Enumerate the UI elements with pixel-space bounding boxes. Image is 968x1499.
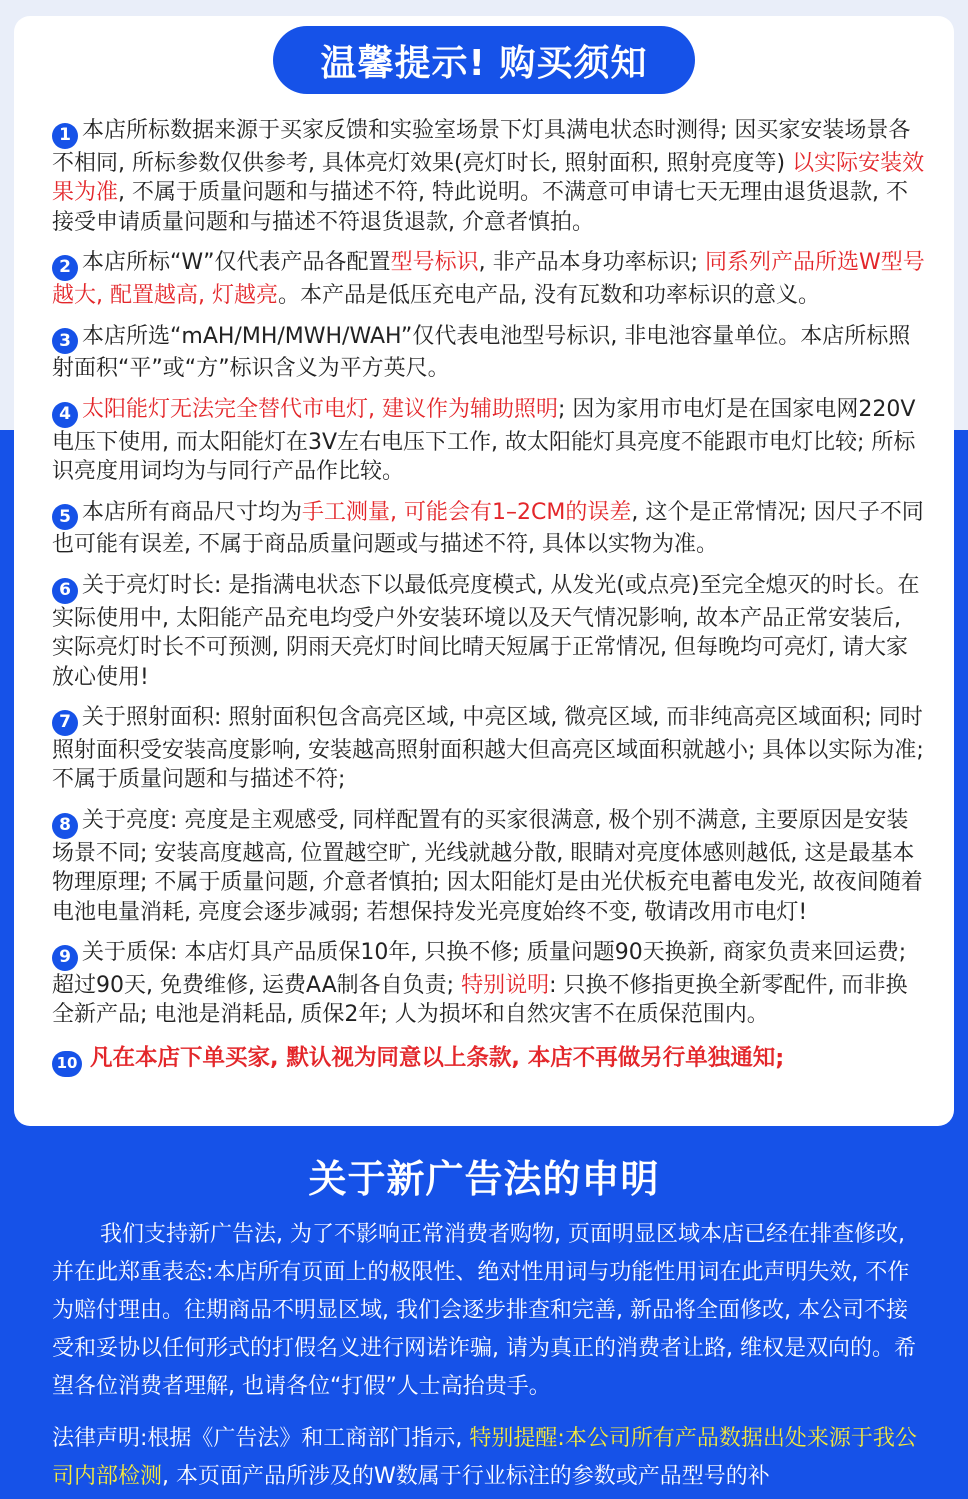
item-text-highlight: 特别说明 [461, 972, 550, 998]
notice-item [52, 1044, 926, 1077]
ad-law-body [52, 1216, 922, 1406]
item-number-badge: 2 [52, 255, 78, 281]
item-text-highlight: 手工测量, 可能会有1–2CM的误差 [302, 499, 632, 525]
item-text: 关于质保: 本店灯具产品质保10年, 只换不修; 质量问题90天换新, 商家负责来回运费; 超过90天, 免费维修, 运费AA制各自负责; [52, 940, 907, 998]
ad-law-title: 关于新广告法的申明 [308, 1157, 660, 1201]
item-text: , 非产品本身功率标识; [478, 250, 705, 276]
item-text-highlight: 以实际安装效果为准 [52, 150, 925, 206]
notice-list [52, 116, 926, 1088]
item-text: 本店所选“mAH/MH/MWH/WAH”仅代表电池型号标识, 非电池容量单位。本店所标照射面积“平”或“方”标识含义为平方英尺。 [52, 323, 911, 382]
item-text: 关于照射面积: 照射面积包含高亮区域, 中亮区域, 微亮区域, 而非纯高亮区域面积; 同时照射面积受安装高度影响, 安装越高照射面积越大但高亮区域面积就越小; 具体以实际为准; 不属于质量问题和与描述不符; [52, 705, 924, 793]
item-text: 。本产品是低压充电产品, 没有瓦数和功率标识的意义。 [277, 283, 820, 308]
notice-item [52, 116, 926, 237]
notice-item [52, 498, 926, 560]
item-text: 关于亮度: 亮度是主观感受, 同样配置有的买家很满意, 极个别不满意, 主要原因是安装场景不同; 安装高度越高, 位置越空旷, 光线就越分散, 眼睛对亮度体感则越低, 这是最基本物理原理; 不属于质量问题, 介意者慎拍; 因太阳能灯是由光伏板充电蓄电发光, 故夜间随着电池电量消耗, 亮度会逐步减弱; 若想保持发光亮度始终不变, 敬请改用市电灯! [52, 807, 923, 925]
item-number-badge: 1 [52, 123, 78, 149]
item-text-highlight: 型号标识 [390, 250, 479, 276]
notice-title: 温馨提示! 购买须知 [273, 26, 695, 94]
notice-item [52, 806, 926, 927]
legal-statement [52, 1420, 922, 1496]
item-text-highlight: 太阳能灯无法完全替代市电灯, 建议作为辅助照明 [82, 396, 558, 422]
legal-suffix: , 本页面产品所涉及的W数属于行业标注的参数或产品型号的补 [162, 1464, 770, 1489]
item-text: 本店所标“W”仅代表产品各配置 [82, 250, 391, 276]
notice-item [52, 395, 926, 487]
notice-item [52, 322, 926, 384]
item-text: 关于亮灯时长: 是指满电状态下以最低亮度模式, 从发光(或点亮)至完全熄灭的时长。在实际使用中, 太阳能产品充电均受户外安装环境以及天气情况影响, 故本产品正常安装后, 实际亮灯时长不可预测, 阴雨天亮灯时间比晴天短属于正常情况, 但每晚均可亮灯, 请大家放心使用! [52, 572, 920, 690]
notice-item [52, 938, 926, 1030]
item-text: : 只换不修指更换全新零配件, 而非换全新产品; 电池是消耗品, 质保2年; 人为损坏和自然灾害不在质保范围内。 [52, 972, 908, 1028]
item-number-badge: 3 [52, 328, 78, 354]
item-text: , 这个是正常情况; 因尺子不同也可能有误差, 不属于商品质量问题或与描述不符, 具体以实物为准。 [52, 499, 924, 558]
item-number-badge: 5 [52, 504, 78, 530]
item-number-badge: 8 [52, 813, 78, 839]
item-number-badge: 9 [52, 945, 78, 971]
item-number-badge: 10 [52, 1051, 82, 1077]
notice-item [52, 248, 926, 310]
item-text: ; 因为家用市电灯是在国家电网220V电压下使用, 而太阳能灯在3V左右电压下工作, 故太阳能灯具亮度不能跟市电灯比较; 所标识亮度用词均为与同行产品作比较。 [52, 396, 916, 484]
item-text: 本店所有商品尺寸均为 [82, 499, 303, 525]
ad-law-body-text: 我们支持新广告法, 为了不影响正常消费者购物, 页面明显区域本店已经在排查修改, 并在此郑重表态:本店所有页面上的极限性、绝对性用词与功能性用词在此声明失效, 不作为赔付理由。往期商品不明显区域, 我们会逐步排查和完善, 新品将全面修改, 本公司不接受和妥协以任何形式的打假名义进行网诺诈骗, 请为真正的消费者让路, 维权是双向的。希望各位消费者理解, 也请各位“打假”人士高抬贵手。 [52, 1222, 916, 1399]
item-text-highlight: 凡在本店下单买家, 默认视为同意以上条款, 本店不再做另行单独通知; [90, 1044, 785, 1071]
item-text: 本店所标数据来源于买家反馈和实验室场景下灯具满电状态时测得; 因买家安装场景各不相同, 所标参数仅供参考, 具体亮灯效果(亮灯时长, 照射面积, 照射亮度等) [52, 118, 911, 176]
notice-item [52, 571, 926, 692]
item-number-badge: 7 [52, 710, 78, 736]
item-number-badge: 6 [52, 578, 78, 604]
item-text-highlight: 同系列产品所选W型号越大, 配置越高, 灯越亮 [52, 250, 925, 308]
item-number-badge: 4 [52, 402, 78, 428]
item-text: , 不属于质量问题和与描述不符, 特此说明。不满意可申请七天无理由退货退款, 不接受申请质量问题和与描述不符退货退款, 介意者慎拍。 [52, 180, 908, 235]
notice-item [52, 703, 926, 795]
legal-prefix: 法律声明:根据《广告法》和工商部门指示, [52, 1426, 470, 1451]
legal-highlight: 特别提醒:本公司所有产品数据出处来源于我公司内部检测 [52, 1426, 917, 1489]
